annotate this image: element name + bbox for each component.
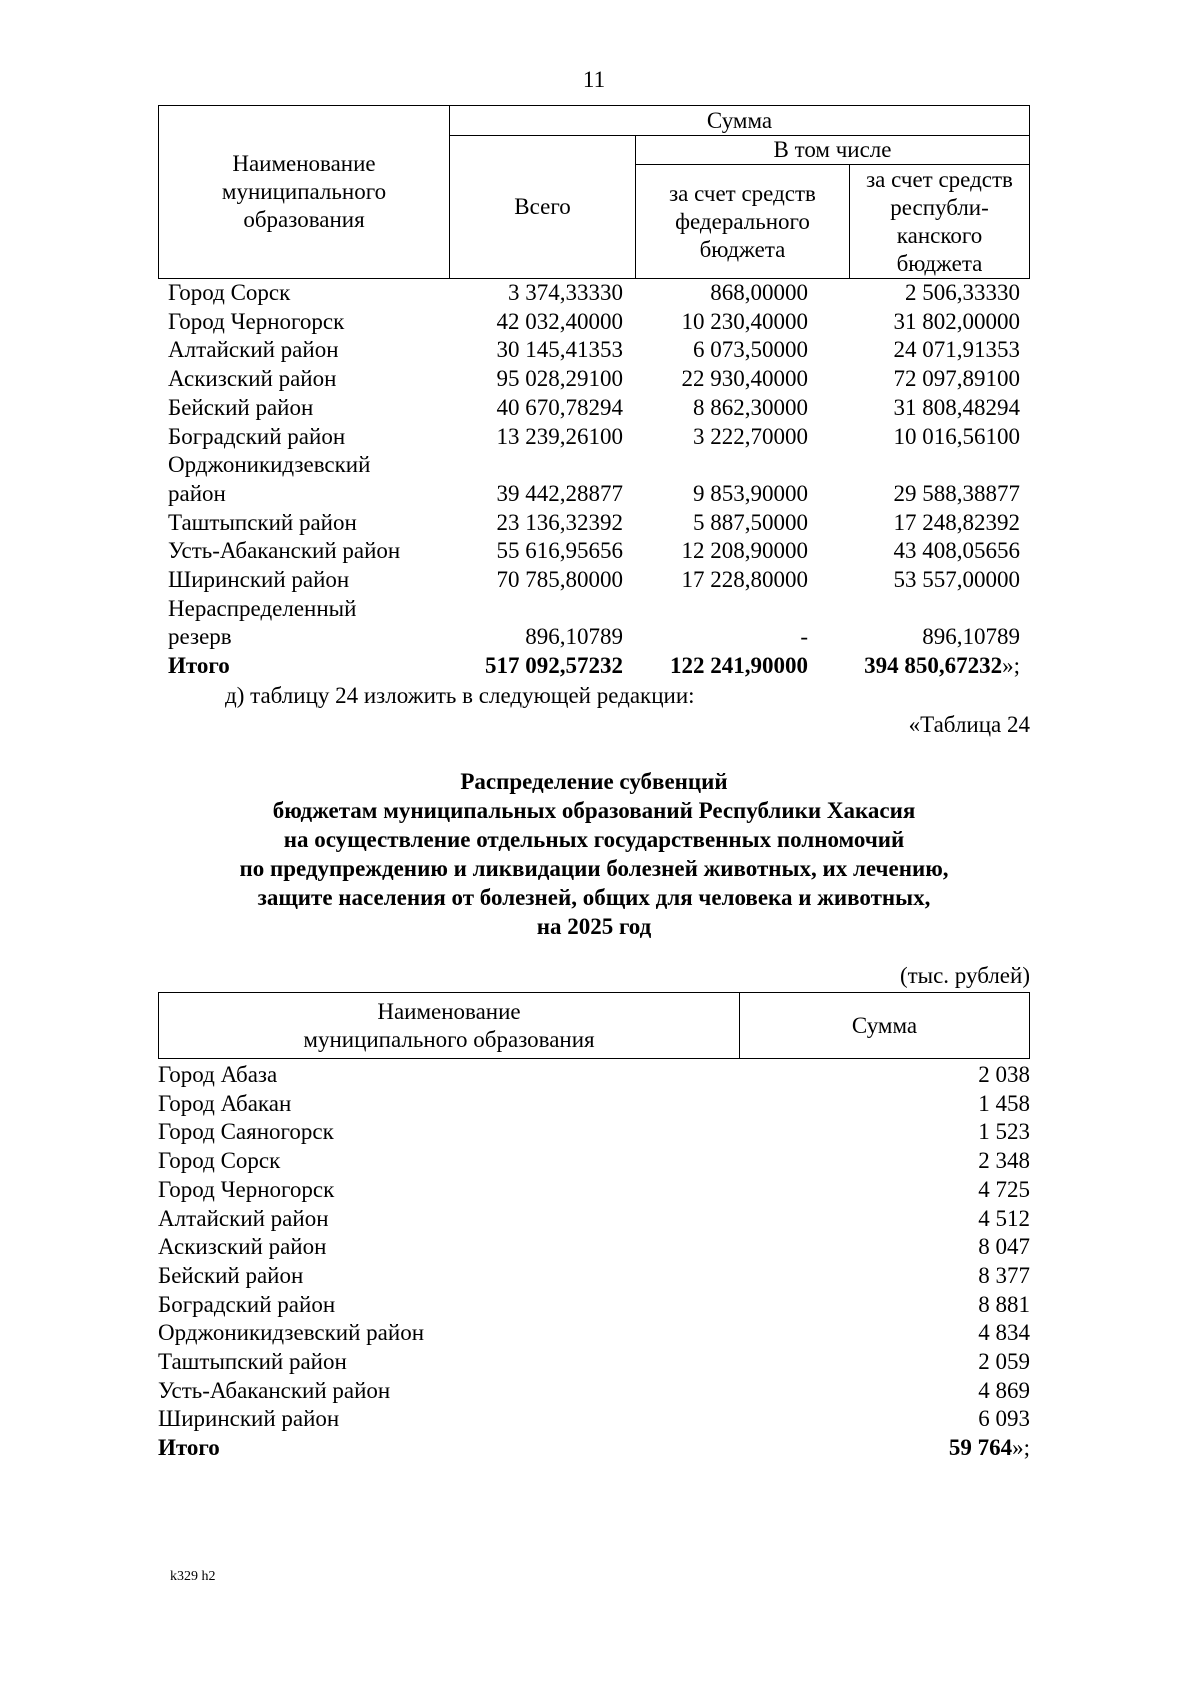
cell-name: Аскизский район [158, 1234, 327, 1260]
cell-name: резерв [168, 624, 232, 650]
table-row [168, 451, 1020, 480]
title-line: по предупреждению и ликвидации болезней животных, их лечению, [239, 856, 949, 881]
cell-name: Нераспределенный [168, 595, 357, 621]
total-republic: 394 850,67232 [864, 653, 1003, 679]
table-row [158, 1147, 1030, 1176]
table-row [168, 566, 1020, 595]
cell-sum: 4 869 [978, 1377, 1030, 1403]
cell-federal: 22 930,40000 [681, 366, 808, 392]
cell-name: Боградский район [168, 423, 346, 449]
cell-federal: 8 862,30000 [693, 394, 808, 420]
table-label: «Таблица 24 [908, 712, 1030, 737]
table-row [158, 1205, 1030, 1234]
instruction-text: д) таблицу 24 изложить в следующей редакции: [225, 683, 695, 708]
cell-name: Бейский район [158, 1262, 304, 1288]
table-row [158, 1118, 1030, 1147]
table-row [168, 595, 1020, 624]
cell-sum: 4 834 [978, 1320, 1030, 1346]
cell-republic: 24 071,91353 [893, 337, 1020, 363]
table1-body [168, 279, 1020, 681]
cell-federal: 17 228,80000 [681, 567, 808, 593]
table-row [168, 365, 1020, 394]
table-row [168, 423, 1020, 452]
cell-republic: 2 506,33330 [905, 280, 1020, 305]
cell-name: район [168, 480, 226, 506]
title-line: на осуществление отдельных государственных полномочий [283, 827, 905, 852]
title-line: на 2025 год [536, 914, 652, 939]
cell-total: 39 442,28877 [496, 480, 623, 506]
cell-sum: 8 047 [978, 1234, 1030, 1260]
cell-total: 55 616,95656 [496, 538, 623, 564]
table-row [158, 1090, 1030, 1119]
table-row [158, 1319, 1030, 1348]
table-row [158, 1176, 1030, 1205]
cell-name: Алтайский район [168, 337, 339, 363]
header-line: Наименование [377, 998, 521, 1024]
cell-republic [808, 595, 1020, 624]
total-row [158, 1434, 1030, 1463]
cell-federal [623, 595, 808, 624]
cell-total: 30 145,41353 [496, 337, 623, 363]
cell-name: Алтайский район [158, 1205, 329, 1231]
total-sum-cell [826, 1434, 1030, 1463]
doc-code: k329 h2 [170, 1569, 216, 1584]
table-row [158, 1291, 1030, 1320]
cell-federal: - [800, 624, 808, 650]
cell-republic: 17 248,82392 [893, 509, 1020, 535]
cell-sum: 2 038 [978, 1062, 1030, 1087]
cell-republic: 53 557,00000 [893, 567, 1020, 593]
table-row [168, 279, 1020, 308]
table-row [168, 480, 1020, 509]
cell-sum: 4 512 [978, 1205, 1030, 1231]
cell-sum: 4 725 [978, 1176, 1030, 1202]
cell-sum: 1 458 [978, 1090, 1030, 1116]
cell-federal: 6 073,50000 [693, 337, 808, 363]
cell-name: Город Сорск [168, 280, 291, 305]
cell-republic: 72 097,89100 [893, 366, 1020, 392]
cell-sum: 2 059 [978, 1349, 1030, 1375]
cell-total: 40 670,78294 [496, 394, 623, 420]
table-row [168, 509, 1020, 538]
cell-name: Ширинский район [158, 1406, 340, 1432]
cell-name: Усть-Абаканский район [168, 538, 401, 564]
cell-total [448, 595, 623, 624]
cell-name: Город Саяногорск [158, 1119, 334, 1145]
cell-federal: 5 887,50000 [693, 509, 808, 535]
table-row [158, 1061, 1030, 1090]
cell-sum: 8 377 [978, 1262, 1030, 1288]
cell-total: 95 028,29100 [496, 366, 623, 392]
table-row [158, 1405, 1030, 1434]
table-row [158, 1348, 1030, 1377]
cell-name: Аскизский район [168, 366, 337, 392]
table-row [168, 537, 1020, 566]
total-row [168, 652, 1020, 681]
total-sum: 59 764 [948, 1435, 1013, 1461]
cell-federal: 3 222,70000 [693, 423, 808, 449]
cell-name: Орджоникидзевский район [158, 1320, 425, 1346]
cell-name: Город Сорск [158, 1148, 281, 1174]
table-row [168, 336, 1020, 365]
cell-republic: 896,10789 [922, 624, 1020, 650]
cell-name: Таштыпский район [158, 1349, 347, 1375]
table-row [168, 623, 1020, 652]
table1-header [158, 105, 1030, 279]
document-title [0, 767, 1188, 941]
title-line: Распределение субвенций [460, 769, 728, 794]
header-line: муниципального образования [303, 1026, 595, 1052]
cell-total: 3 374,33330 [508, 280, 623, 305]
cell-republic: 31 808,48294 [893, 394, 1020, 420]
col-including-header: В том числе [636, 136, 1030, 165]
cell-federal: 10 230,40000 [681, 308, 808, 334]
cell-name: Бейский район [168, 394, 314, 420]
cell-total: 13 239,26100 [496, 423, 623, 449]
table-row [158, 1233, 1030, 1262]
cell-total: 896,10789 [525, 624, 623, 650]
cell-republic: 31 802,00000 [893, 308, 1020, 334]
title-line: защите населения от болезней, общих для человека и животных, [257, 885, 931, 910]
cell-name: Усть-Абаканский район [158, 1377, 391, 1403]
title-line: бюджетам муниципальных образований Республики Хакасия [272, 798, 916, 823]
page-number: 11 [582, 67, 606, 92]
cell-federal: 9 853,90000 [693, 480, 808, 506]
cell-federal [623, 451, 808, 480]
col-republic-header: за счет средств республи-канского бюджета [850, 165, 1030, 279]
cell-federal: 12 208,90000 [681, 538, 808, 564]
table-row [168, 308, 1020, 337]
cell-sum: 2 348 [978, 1148, 1030, 1174]
total-total: 517 092,57232 [485, 653, 623, 679]
total-name: Итого [158, 1435, 220, 1461]
cell-republic: 43 408,05656 [893, 538, 1020, 564]
closing-quote: »; [1002, 653, 1020, 679]
units-label: (тыс. рублей) [899, 963, 1030, 988]
cell-republic: 29 588,38877 [893, 480, 1020, 506]
table-row [168, 394, 1020, 423]
cell-sum: 1 523 [978, 1119, 1030, 1145]
cell-republic [808, 451, 1020, 480]
cell-total [448, 451, 623, 480]
col-sum-header: Сумма [740, 993, 1030, 1059]
cell-sum: 6 093 [978, 1406, 1030, 1432]
total-name: Итого [168, 653, 230, 679]
cell-name: Таштыпский район [168, 509, 357, 535]
table2-body [158, 1061, 1030, 1463]
table-row [158, 1377, 1030, 1406]
total-federal: 122 241,90000 [670, 653, 808, 679]
cell-name: Город Черногорск [168, 308, 345, 334]
table2-header [158, 992, 1030, 1059]
col-name-header: Наименование муниципального образования [159, 106, 450, 279]
col-name-header [159, 993, 740, 1059]
cell-total: 23 136,32392 [496, 509, 623, 535]
col-total-header: Всего [450, 136, 636, 279]
cell-name: Орджоникидзевский [168, 452, 371, 478]
total-republic-cell [808, 652, 1020, 681]
cell-name: Город Абаза [158, 1062, 278, 1087]
cell-name: Ширинский район [168, 567, 350, 593]
cell-republic: 10 016,56100 [893, 423, 1020, 449]
cell-name: Город Абакан [158, 1090, 292, 1116]
cell-total: 70 785,80000 [496, 567, 623, 593]
col-sum-header: Сумма [450, 106, 1030, 136]
closing-quote: »; [1012, 1435, 1030, 1461]
cell-name: Боградский район [158, 1291, 336, 1317]
col-federal-header: за счет средств федерального бюджета [636, 165, 850, 279]
cell-federal: 868,00000 [710, 280, 808, 305]
cell-sum: 8 881 [978, 1291, 1030, 1317]
cell-name: Город Черногорск [158, 1176, 335, 1202]
cell-total: 42 032,40000 [496, 308, 623, 334]
table-row [158, 1262, 1030, 1291]
